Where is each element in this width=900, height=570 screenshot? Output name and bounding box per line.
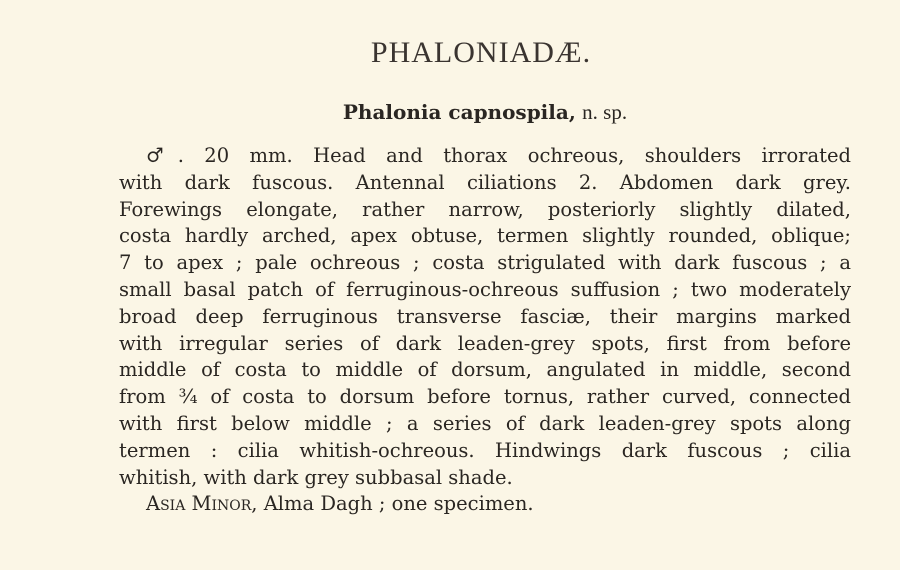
description-line: costa hardly arched, apex obtuse, termen slightly rounded, oblique; [119,224,851,248]
description-line: termen : cilia whitish-ochreous. Hindwings dark fuscous ; cilia [119,438,851,462]
description-line: with irregular series of dark leaden-grey spots, first from before [119,331,851,355]
species-description [119,143,851,518]
description-line: with dark fuscous. Antennal ciliations 2. Abdomen dark grey. [119,170,851,194]
locality-detail: Alma Dagh ; one specimen. [263,492,534,516]
description-line: whitish, with dark grey subbasal shade. [119,465,513,489]
description-line: middle of costa to middle of dorsum, angulated in middle, second [119,358,851,382]
species-status: n. sp. [582,100,628,124]
description-line: small basal patch of ferruginous-ochreous suffusion ; two moderately [119,277,851,301]
description-line: with first below middle ; a series of dark leaden-grey spots along [119,411,851,435]
description-line: broad deep ferruginous transverse fasciæ, their margins marked [119,304,851,328]
family-heading: PHALONIADÆ. [370,36,592,69]
description-line: Forewings elongate, rather narrow, posteriorly slightly dilated, [119,197,851,221]
description-line: ♂. 20 mm. Head and thorax ochreous, shoulders irrorated [146,144,851,167]
description-line: 7 to apex ; pale ochreous ; costa strigulated with dark fuscous ; a [119,251,851,275]
locality-line [119,491,851,518]
species-heading [0,100,900,125]
species-name: Phalonia capnospila, [342,100,576,124]
description-line: from ¾ of costa to dorsum before tornus, rather curved, connected [119,385,851,409]
locality-place: Asia Minor, [146,492,258,516]
